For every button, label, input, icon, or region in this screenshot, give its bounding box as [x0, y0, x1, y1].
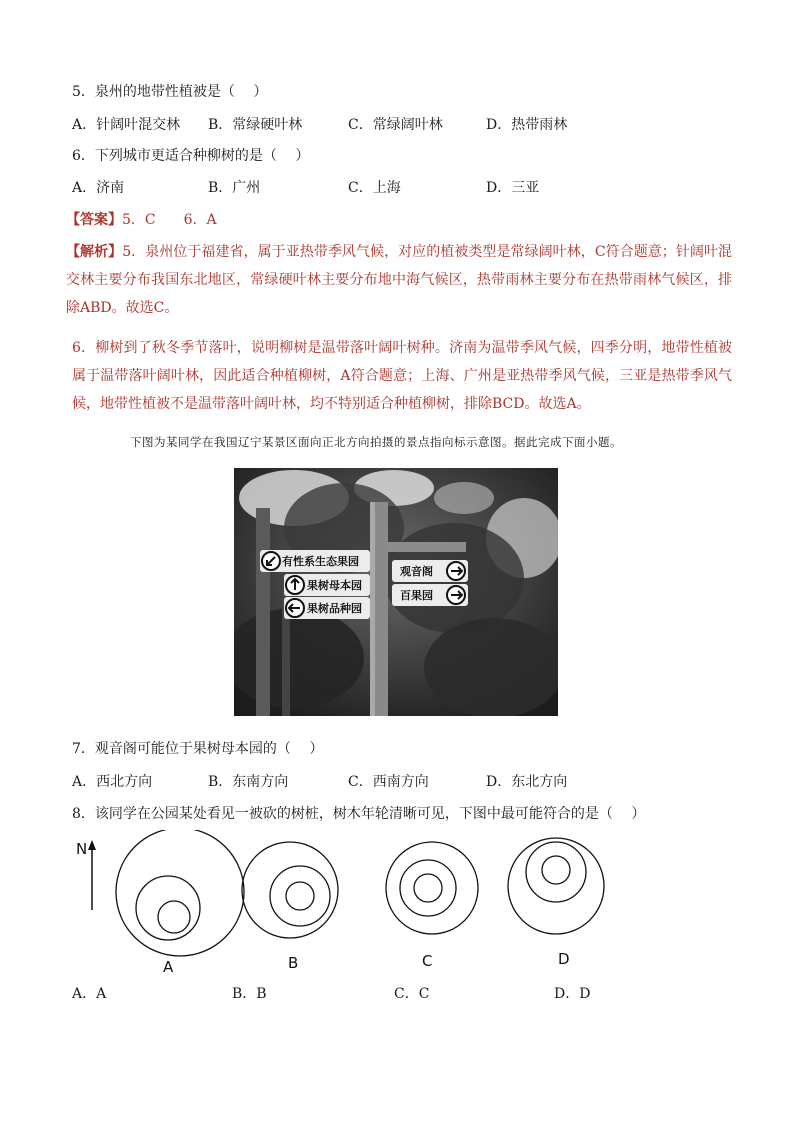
- stump-b: [242, 842, 338, 972]
- stump-c-label: C: [422, 952, 433, 970]
- q7-option-c: C．西南方向: [348, 774, 429, 790]
- analysis-5: [66, 238, 732, 322]
- q6-option-a: A．济南: [72, 180, 125, 196]
- stump-c: [386, 842, 478, 970]
- sign-left-1: [260, 550, 370, 572]
- q7-option-b: B．东南方向: [208, 774, 289, 790]
- answer-tag: 【答案】: [66, 212, 122, 228]
- q8-option-a: A．A: [72, 986, 107, 1002]
- signpost-photo: [234, 468, 558, 716]
- q5-stem: 5．泉州的地带性植被是（ ）: [72, 84, 268, 100]
- sign-left-2: [284, 574, 370, 596]
- q8-option-b: B．B: [232, 986, 267, 1002]
- q6-option-b: B．广州: [208, 180, 261, 196]
- stump-a: [116, 830, 244, 976]
- answer-text: 5．C 6．A: [122, 212, 217, 228]
- stump-a-label: A: [163, 958, 174, 976]
- signpost-illustration: [234, 468, 558, 716]
- sign-right-2-label: 百果园: [400, 589, 433, 602]
- arrow-up-icon: [88, 840, 96, 850]
- q5-option-a: A．针阔叶混交林: [72, 117, 181, 133]
- answer-line: [66, 210, 217, 230]
- north-arrow: [76, 840, 96, 910]
- q8-option-c: C．C: [394, 986, 430, 1002]
- q5-option-c: C．常绿阔叶林: [348, 117, 443, 133]
- q6-option-d: D．三亚: [486, 180, 540, 196]
- stump-d: [508, 838, 604, 968]
- sign-right-1-label: 观音阁: [400, 565, 433, 578]
- analysis-tag: 【解析】: [66, 244, 123, 260]
- tree-rings-figure: [72, 830, 632, 984]
- sign-left-2-label: 果树母本园: [307, 579, 362, 592]
- q5-option-d: D．热带雨林: [486, 117, 568, 133]
- north-label: N: [76, 840, 88, 858]
- sign-right-1: [392, 560, 468, 582]
- sign-right-2: [392, 584, 468, 606]
- q5-option-b: B．常绿硬叶林: [208, 117, 303, 133]
- figure-caption: 下图为某同学在我国辽宁某景区面向正北方向拍摄的景点指向标示意图。据此完成下面小题。: [130, 435, 622, 449]
- stump-b-label: B: [288, 954, 299, 972]
- sign-left-3: [284, 597, 370, 619]
- q6-option-c: C．上海: [348, 180, 401, 196]
- tree-rings-svg: [72, 830, 632, 980]
- q7-option-d: D．东北方向: [486, 774, 568, 790]
- stump-d-label: D: [558, 950, 570, 968]
- analysis-5-text: 5．泉州位于福建省，属于亚热带季风气候，对应的植被类型是常绿阔叶林，C符合题意；针阔叶混交林主要分布我国东北地区，常绿硬叶林主要分布地中海气候区，热带雨林主要分布在热带雨林气候区，排除ABD。故选C。: [66, 244, 732, 316]
- q8-option-d: D．D: [554, 986, 591, 1002]
- sign-left-3-label: 果树品种园: [307, 602, 362, 615]
- sign-left-1-label: 有性系生态果园: [282, 555, 359, 568]
- q7-option-a: A．西北方向: [72, 774, 153, 790]
- q8-stem: 8．该同学在公园某处看见一被砍的树桩，树木年轮清晰可见，下图中最可能符合的是（ ）: [72, 806, 646, 822]
- analysis-6: 6．柳树到了秋冬季节落叶，说明柳树是温带落叶阔叶树种。济南为温带季风气候，四季分明，地带性植被属于温带落叶阔叶林，因此适合种植柳树，A符合题意；上海、广州是亚热带季风气候，三亚是热带季风气候，地带性植被不是温带落叶阔叶林，均不特别适合种植柳树，排除BCD。故选A。: [72, 340, 732, 412]
- q6-stem: 6．下列城市更适合种柳树的是（ ）: [72, 148, 310, 164]
- q7-stem: 7．观音阁可能位于果树母本园的（ ）: [72, 741, 324, 757]
